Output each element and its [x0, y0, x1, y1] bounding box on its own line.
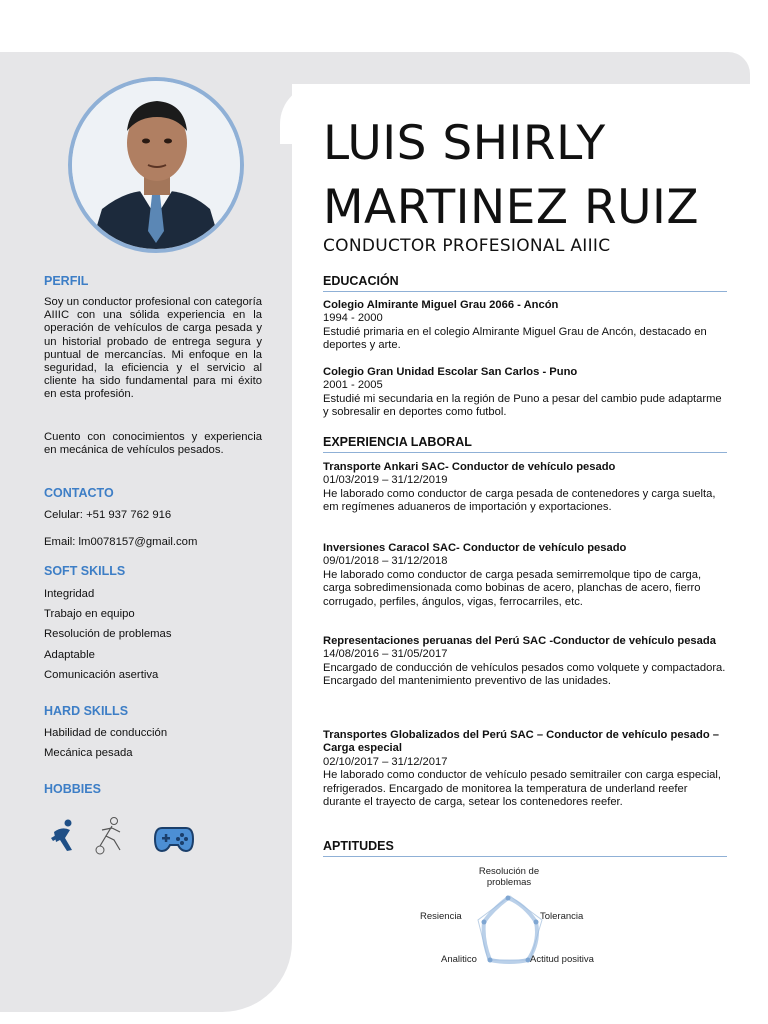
name-line-1: LUIS SHIRLY: [323, 116, 606, 171]
entry-description: Estudié mi secundaria en la región de Puno a pesar del cambio pude adaptarme y sobresalir en deportes como futbol.: [323, 392, 722, 419]
perfil-paragraph-1: Soy un conductor profesional con categoría AIIIC con una sólida experiencia en la operación de vehículos de carga pesada y un historial probado de entrega segura y puntual de mercancías. Mi enfoque en la seguridad, la eficiencia y el servicio al cliente ha sido fundamental para mi éxito en esta profesión.: [44, 296, 262, 401]
contacto-heading: CONTACTO: [44, 486, 114, 500]
entry-description: He laborado como conductor de carga pesada semirremolque tipo de carga, carga sobredimensionada como bobinas de acero, planchas de acero, fierro corrugado, perfiles, ángulos, vigas, ferrocarriles, etc.: [323, 568, 702, 608]
entry-description: Estudié primaria en el colegio Almirante Miguel Grau de Ancón, destacado en deportes y arte.: [323, 325, 707, 352]
experience-entry: [323, 635, 727, 689]
soft-skills-heading: SOFT SKILLS: [44, 564, 126, 578]
perfil-heading: PERFIL: [44, 274, 89, 288]
entry-title: Representaciones peruanas del Perú SAC -Conductor de vehículo pesada: [323, 635, 716, 647]
entry-dates: 01/03/2019 – 31/12/2019: [323, 474, 448, 487]
hobbies-heading: HOBBIES: [44, 782, 101, 796]
entry-description: He laborado como conductor de vehículo pesado semitrailer con carga especial, refrigerados. Encargado de monitorea la temperatura de underland reefer durante el trayecto de carga, setear los contenedores reefer.: [323, 769, 722, 809]
phone-text: Celular: +51 937 762 916: [44, 509, 172, 521]
radar-label-bottom-right: Actitud positiva: [530, 954, 594, 965]
entry-description: Encargado de conducción de vehículos pesados como volquete y compactadora. Encargado del mantenimiento preventivo de las unidades.: [323, 661, 726, 688]
soccer-icon: [92, 816, 128, 861]
hard-skill-item: Mecánica pesada: [44, 747, 133, 759]
radar-label-top: Resolución de problemas: [478, 866, 540, 888]
experience-entry: [323, 542, 727, 609]
soft-skill-item: Trabajo en equipo: [44, 608, 135, 620]
education-entry: [323, 366, 727, 420]
radar-label-bottom-left: Analitico: [441, 954, 477, 965]
perfil-paragraph-2: Cuento con conocimientos y experiencia en mecánica de vehículos pesados.: [44, 431, 262, 457]
entry-dates: 2001 - 2005: [323, 379, 383, 392]
gamepad-icon: [154, 825, 194, 858]
soft-skill-item: Integridad: [44, 588, 95, 600]
soft-skill-item: Adaptable: [44, 649, 95, 661]
hard-skills-heading: HARD SKILLS: [44, 704, 129, 718]
email-text: Email: lm0078157@gmail.com: [44, 536, 198, 548]
name-line-2: MARTINEZ RUIZ: [323, 180, 700, 235]
soft-skill-item: Comunicación asertiva: [44, 669, 159, 681]
aptitudes-heading: APTITUDES: [323, 839, 727, 857]
entry-dates: 02/10/2017 – 31/12/2017: [323, 755, 448, 768]
experience-entry: [323, 461, 727, 515]
header-band: [280, 52, 750, 84]
experience-entry: [323, 729, 727, 809]
entry-dates: 1994 - 2000: [323, 312, 383, 325]
soft-skill-item: Resolución de problemas: [44, 628, 172, 640]
entry-description: He laborado como conductor de carga pesada de contenedores y carga suelta, em regímenes aduaneros de importación y exportaciones.: [323, 487, 716, 514]
profile-photo: [68, 77, 244, 253]
entry-title: Transporte Ankari SAC- Conductor de vehículo pesado: [323, 461, 616, 473]
entry-title: Transportes Globalizados del Perú SAC – Conductor de vehículo pesado – Carga especial: [323, 729, 719, 755]
entry-dates: 09/01/2018 – 31/12/2018: [323, 555, 448, 568]
entry-title: Colegio Gran Unidad Escolar San Carlos - Puno: [323, 366, 578, 378]
experience-heading: EXPERIENCIA LABORAL: [323, 435, 727, 453]
entry-title: Inversiones Caracol SAC- Conductor de vehículo pesado: [323, 542, 627, 554]
person-name: [323, 112, 699, 240]
job-title: CONDUCTOR PROFESIONAL AIIIC: [323, 236, 611, 256]
entry-title: Colegio Almirante Miguel Grau 2066 - Ancón: [323, 299, 559, 311]
radar-label-left: Resiencia: [420, 911, 462, 922]
radar-label-right: Tolerancia: [540, 911, 584, 922]
education-heading: EDUCACIÓN: [323, 274, 727, 292]
swimming-icon: [48, 818, 78, 859]
hard-skill-item: Habilidad de conducción: [44, 727, 168, 739]
entry-dates: 14/08/2016 – 31/05/2017: [323, 648, 448, 661]
education-entry: [323, 299, 727, 353]
portrait-illustration: [72, 81, 240, 249]
